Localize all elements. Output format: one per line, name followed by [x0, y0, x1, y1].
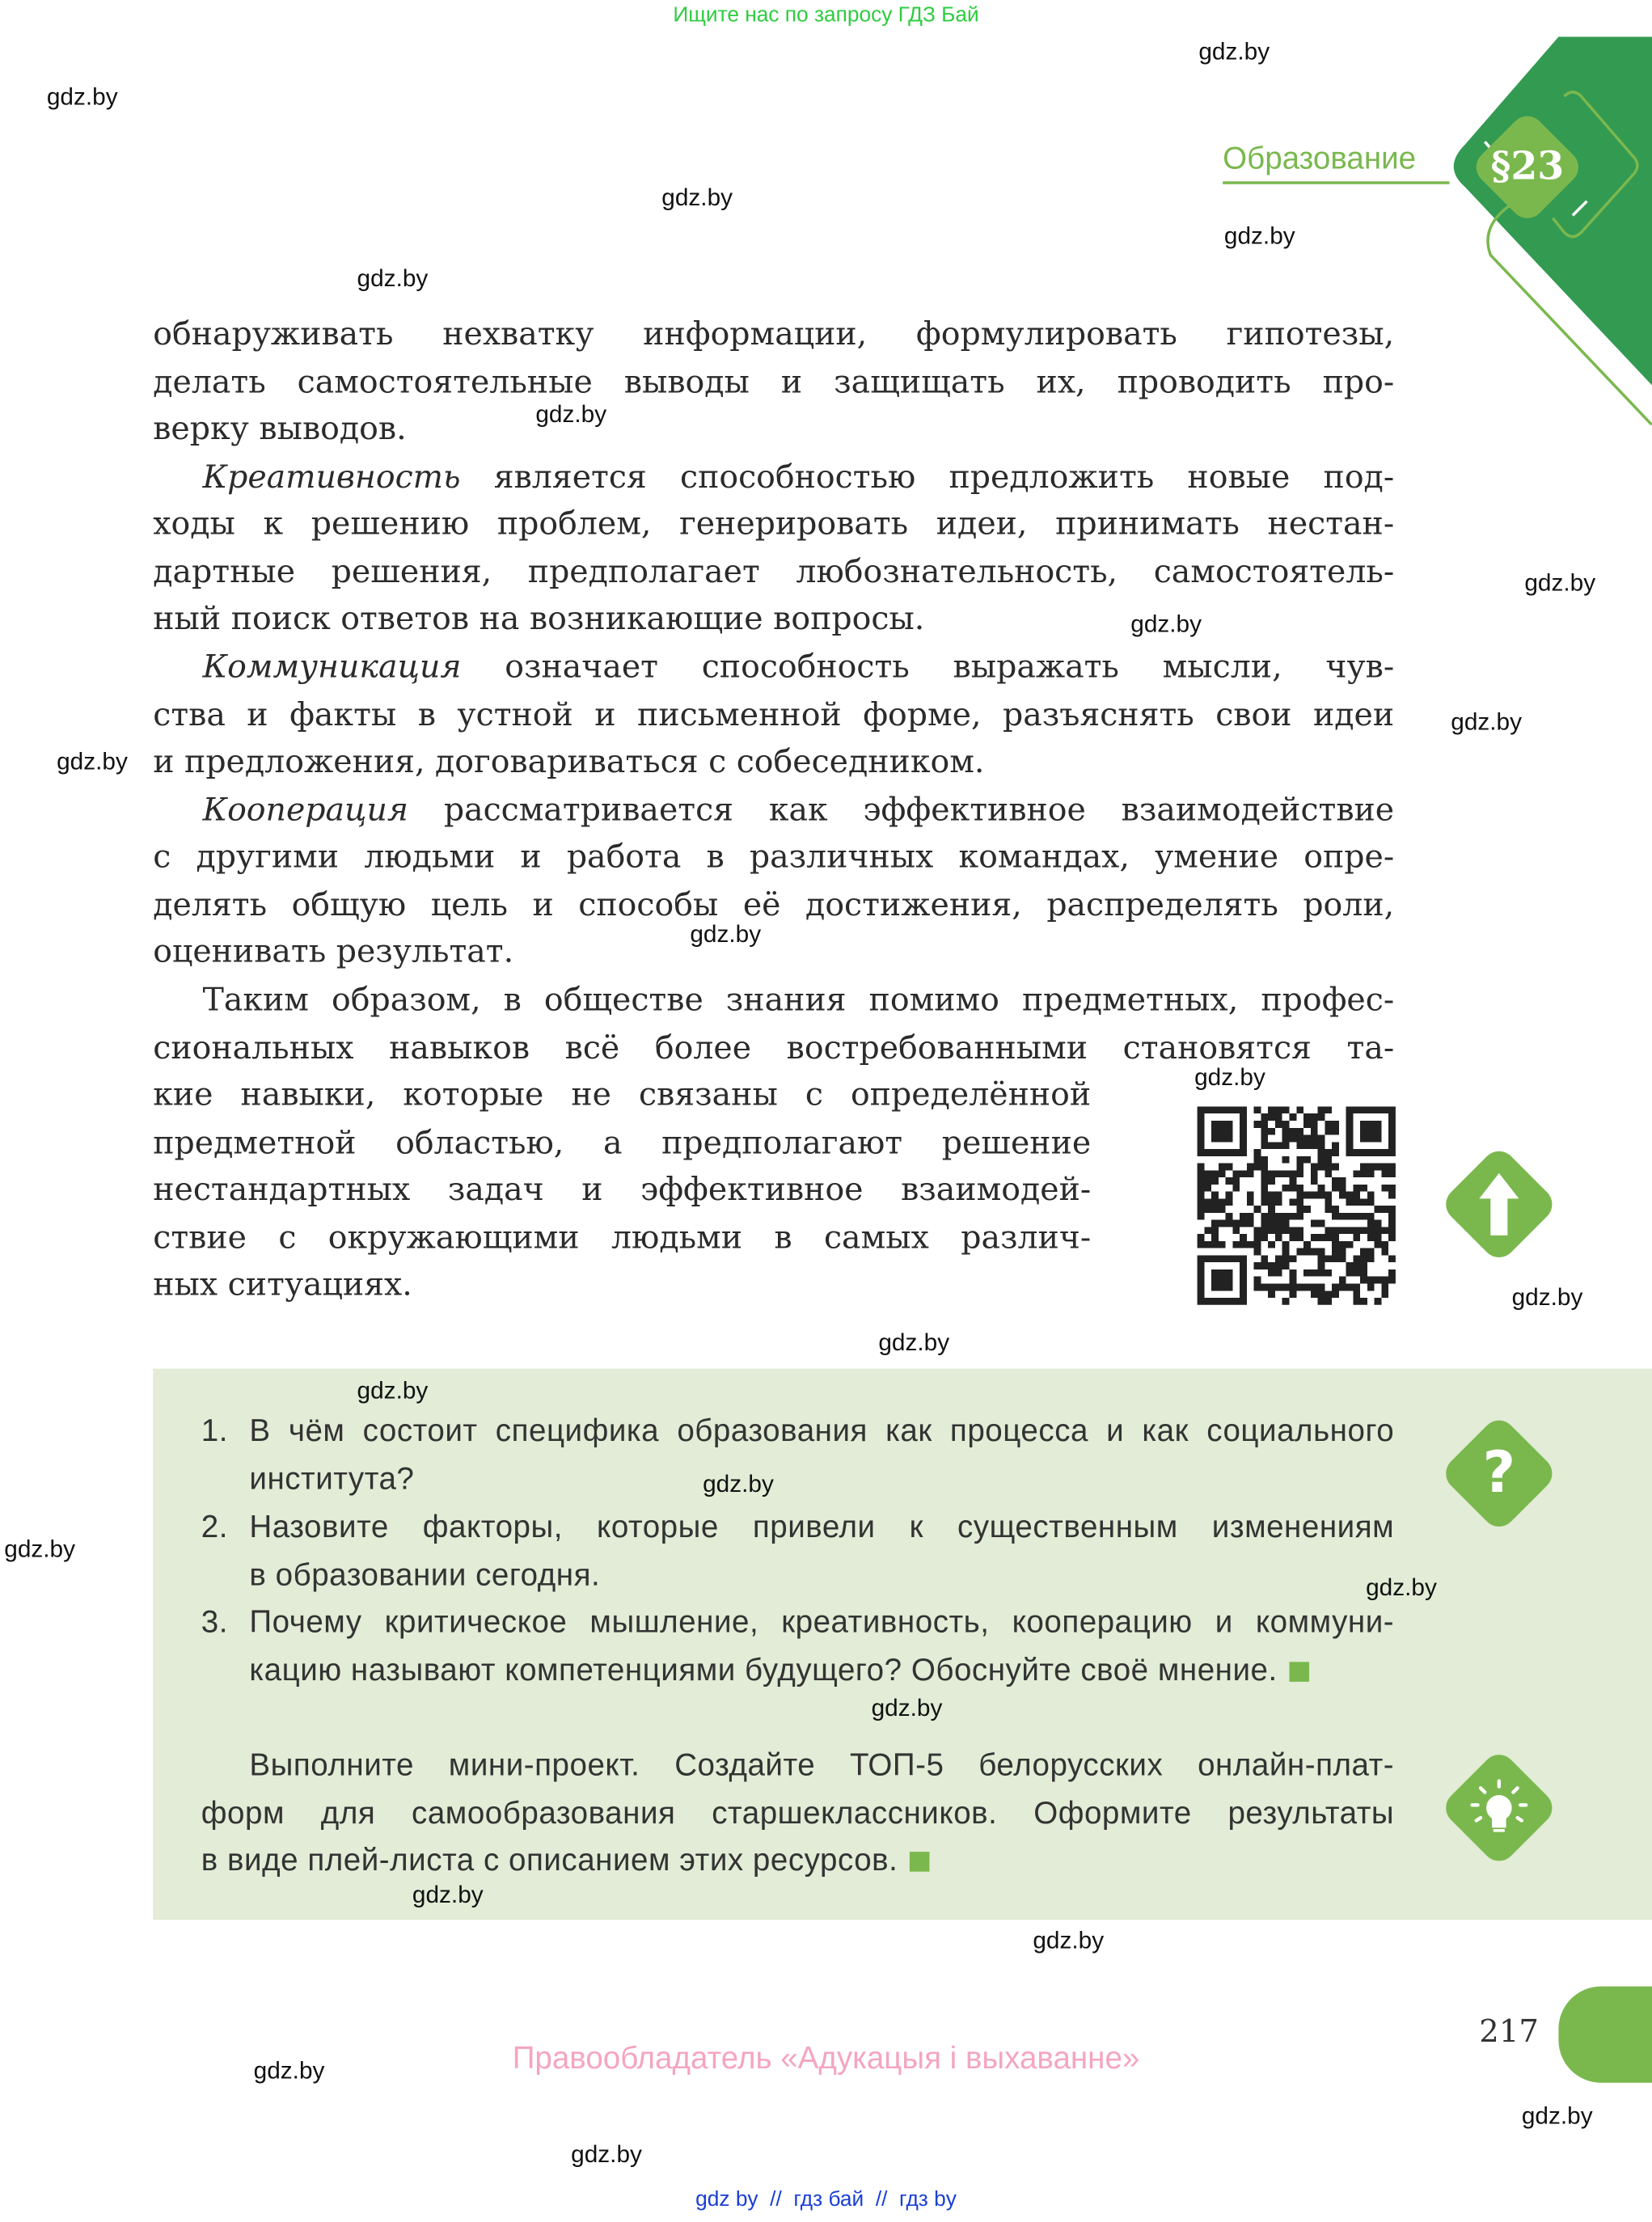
watermark[interactable]: gdz.by — [1033, 1926, 1105, 1954]
body-line — [153, 931, 1394, 974]
body-text-segment: сиональных навыков всё более востребованными становятся та- — [153, 1029, 1395, 1067]
body-text-segment: ства и факты в устной и письменной форме, разъяснять свои идеи — [153, 696, 1395, 733]
header-decoration — [1417, 28, 1652, 425]
body-text-segment: кие навыки, которые не связаны с определённой — [153, 1076, 1092, 1114]
question-line: института? — [249, 1460, 415, 1496]
question-line: кацию называют компетенциями будущего? Обоснуйте своё мнение. — [249, 1651, 1278, 1688]
question-text — [249, 1460, 1394, 1498]
body-text-segment: нестандартных задач и эффективное взаимодей- — [153, 1172, 1092, 1210]
body-line — [153, 1027, 1394, 1070]
body-line — [153, 1217, 1091, 1260]
question-text — [249, 1603, 1394, 1641]
body-text-segment: обнаруживать нехватку информации, формулировать гипотезы, — [153, 315, 1395, 353]
watermark[interactable]: gdz.by — [357, 264, 429, 292]
question-line: в образовании сегодня. — [249, 1557, 601, 1592]
project-line — [249, 1747, 1394, 1784]
copyright: Правообладатель «Адукацыя і выхаванне» — [512, 2040, 1140, 2076]
body-line — [153, 503, 1394, 546]
project-text: в виде плей-листа с описанием этих ресурсов. — [201, 1842, 898, 1878]
body-line — [153, 788, 1394, 831]
body-line — [153, 456, 1394, 499]
watermark[interactable]: gdz.by — [1451, 708, 1523, 736]
question-number: 3. — [201, 1603, 229, 1640]
body-text-segment: предметной областью, а предполагают решение — [153, 1124, 1092, 1162]
watermark[interactable]: gdz.by — [1223, 222, 1295, 250]
body-text-segment: является способностью предложить новые под- — [460, 458, 1395, 496]
body-text-segment: рассматривается как эффективное взаимодействие — [408, 791, 1395, 829]
page-number: 217 — [1479, 2014, 1539, 2051]
body-text-segment: Таким образом, в обществе знания помимо предметных, профес- — [202, 982, 1395, 1019]
body-line — [153, 1169, 1091, 1212]
question-text — [249, 1557, 1394, 1594]
question-line: В чём состоит специфика образования как процесса и как социального — [249, 1412, 1395, 1448]
end-marker — [1289, 1662, 1309, 1682]
body-line — [153, 1265, 1091, 1307]
question-text — [249, 1413, 1394, 1450]
section-underline — [1223, 181, 1449, 184]
watermark[interactable]: gdz.by — [1521, 2102, 1593, 2130]
question-line: Назовите факторы, которые привели к существенным изменениям — [249, 1509, 1395, 1544]
watermark[interactable]: gdz.by — [1130, 610, 1202, 638]
watermark[interactable]: gdz.by — [412, 1881, 484, 1909]
qr-code[interactable] — [1198, 1106, 1396, 1304]
watermark[interactable]: gdz.by — [1198, 38, 1270, 65]
project-line — [201, 1794, 1394, 1831]
body-line — [153, 741, 1394, 784]
term-italic: Креативность — [202, 458, 461, 496]
body-line — [153, 1074, 1091, 1117]
watermark[interactable]: gdz.by — [871, 1694, 943, 1721]
arrow-up-icon — [1479, 1173, 1519, 1236]
body-line — [153, 836, 1394, 879]
body-line — [153, 313, 1394, 356]
watermark[interactable]: gdz.by — [57, 748, 128, 775]
body-line — [153, 884, 1394, 927]
questions-box — [153, 1369, 1652, 1920]
body-text-segment: делать самостоятельные выводы и защищать их, проводить про- — [153, 363, 1395, 401]
question-number: 2. — [201, 1509, 229, 1544]
body-line — [153, 551, 1394, 594]
body-text-segment: ходы к решению проблем, генерировать идеи, принимать нестан- — [153, 506, 1395, 543]
watermark[interactable]: gdz.by — [1366, 1574, 1437, 1601]
body-line — [153, 361, 1394, 403]
body-text-segment: означает способность выражать мысли, чув- — [461, 648, 1395, 686]
term-italic: Кооперация — [202, 791, 409, 829]
project-text: форм для самообразования старшеклассников. Оформите результаты — [201, 1794, 1395, 1831]
question-text — [249, 1652, 1394, 1689]
body-text-segment: оценивать результат. — [153, 934, 514, 971]
body-text-segment: ствие с окружающими людьми в самых различ- — [153, 1219, 1092, 1257]
watermark[interactable]: gdz.by — [4, 1536, 76, 1563]
watermark[interactable]: gdz.by — [703, 1470, 774, 1498]
body-text-segment: делять общую цель и способы её достижения, распределять роли, — [153, 886, 1395, 924]
body-text-segment: верку выводов. — [153, 411, 407, 448]
top-banner[interactable]: Ищите нас по запросу ГДЗ Бай — [673, 2, 979, 27]
watermark[interactable]: gdz.by — [535, 400, 607, 429]
watermark[interactable]: gdz.by — [46, 83, 118, 111]
question-number: 1. — [201, 1412, 229, 1448]
project-line — [201, 1843, 1394, 1880]
lightbulb-icon — [1468, 1776, 1530, 1842]
body-text-segment: и предложения, договариваться с собеседником. — [153, 744, 985, 781]
body-text-segment: ный поиск ответов на возникающие вопросы. — [153, 601, 925, 639]
watermark[interactable]: gdz.by — [878, 1329, 950, 1356]
question-icon: ? — [1482, 1440, 1516, 1506]
body-text-segment: ных ситуациях. — [153, 1267, 412, 1304]
paragraph-number: §23 — [1490, 145, 1565, 189]
question-line: Почему критическое мышление, креативность, кооперацию и коммуни- — [249, 1603, 1395, 1640]
project-text: Выполните мини-проект. Создайте ТОП-5 белорусских онлайн-плат- — [249, 1747, 1395, 1783]
body-line — [153, 408, 1394, 451]
watermark[interactable]: gdz.by — [661, 184, 733, 212]
watermark[interactable]: gdz.by — [690, 920, 762, 948]
body-line — [153, 694, 1394, 737]
watermark[interactable]: gdz.by — [253, 2057, 325, 2085]
end-marker — [909, 1852, 929, 1873]
term-italic: Коммуникация — [202, 648, 462, 686]
watermark[interactable]: gdz.by — [571, 2140, 642, 2168]
watermark[interactable]: gdz.by — [1194, 1063, 1265, 1092]
footer-links[interactable]: gdz by // гдз бай // гдз by — [695, 2187, 957, 2212]
watermark[interactable]: gdz.by — [1524, 569, 1596, 597]
body-line — [153, 646, 1394, 689]
section-title: Образование — [1223, 140, 1417, 176]
watermark[interactable]: gdz.by — [357, 1377, 429, 1405]
body-line — [153, 1122, 1091, 1164]
question-text — [249, 1509, 1394, 1546]
body-text-segment: дартные решения, предполагает любознательность, самостоятель- — [153, 553, 1395, 591]
watermark[interactable]: gdz.by — [1511, 1283, 1583, 1311]
body-text-segment: с другими людьми и работа в различных командах, умение опре- — [153, 839, 1395, 877]
body-line — [153, 598, 1394, 641]
body-line — [153, 979, 1394, 1022]
